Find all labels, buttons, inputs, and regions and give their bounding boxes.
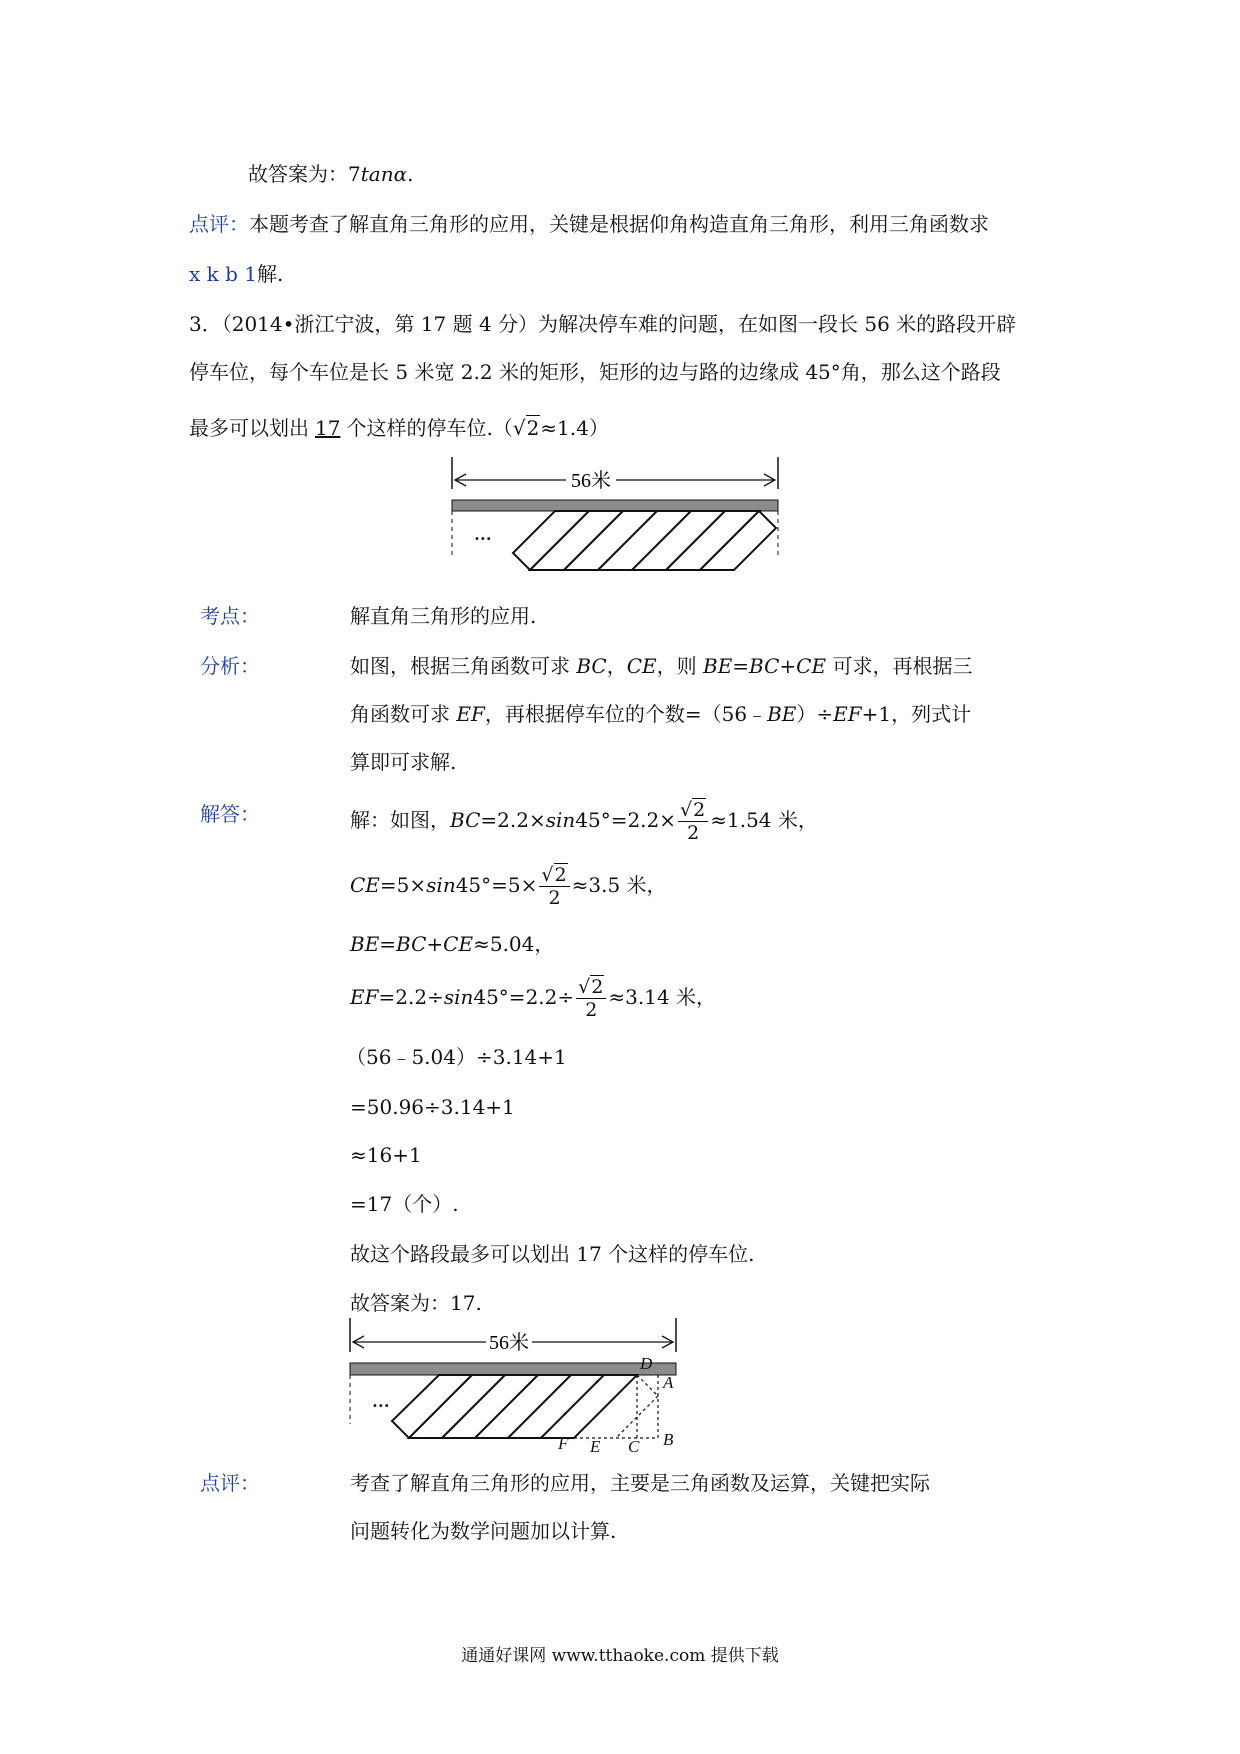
var-ce: CE — [350, 873, 380, 897]
solution-answer: 故答案为：17. — [350, 1291, 482, 1315]
fenxi-comma: ， — [606, 654, 627, 678]
fraction-denominator: 2 — [548, 887, 561, 909]
solution-text: ≈1.54 米， — [710, 808, 818, 832]
solution-text: =2.2÷ — [378, 985, 444, 1009]
fraction-denominator: 2 — [585, 999, 598, 1021]
review-1-line-2 — [189, 260, 283, 288]
fraction-sqrt2-over-2: $\frac{√2}{2}$ — [539, 864, 569, 909]
solution-row-5: （56﹣5.04）÷3.14+1 — [346, 1045, 567, 1069]
fraction-sqrt2-over-2: $\frac{√2}{2}$ — [576, 976, 606, 1021]
label-d: D — [640, 1354, 653, 1373]
solution-text: 45°=5× — [455, 873, 538, 897]
fenxi-text: ，再根据停车位的个数=（56﹣ — [484, 702, 768, 726]
review-2-line-1: 考查了解直角三角形的应用，主要是三角函数及运算，关键把实际 — [350, 1471, 930, 1495]
road-strip — [350, 1363, 676, 1375]
solution-row-2 — [350, 860, 667, 910]
approx-value: ≈1.4） — [540, 416, 609, 440]
label-a: A — [663, 1373, 674, 1392]
solution-text: 45°=2.2÷ — [473, 985, 575, 1009]
var-ef: EF — [833, 702, 862, 726]
footer-text: 通通好课网 www.tthaoke.com 提供下载 — [461, 1646, 779, 1666]
parking-figure-1 — [448, 457, 784, 592]
review-1-label: 点评： — [189, 212, 249, 236]
solution-text: ≈3.14 米， — [608, 985, 716, 1009]
solution-text: =2.2× — [480, 808, 546, 832]
fraction-numerator: 2 — [554, 864, 567, 886]
review-2-label: 点评： — [200, 1471, 260, 1495]
parking-figure-2 — [346, 1318, 704, 1453]
var-be: BE — [767, 702, 797, 726]
var-bc: BC — [450, 808, 481, 832]
solution-row-3 — [350, 930, 554, 958]
solution-conclusion: 故这个路段最多可以划出 17 个这样的停车位. — [350, 1242, 755, 1266]
sqrt-two: √2 — [512, 416, 540, 440]
fenxi-text: 角函数可求 — [350, 702, 457, 726]
review-1-line-1 — [189, 210, 989, 238]
road-length-label: 56米 — [571, 470, 611, 492]
solution-row-4 — [350, 972, 716, 1022]
label-e: E — [590, 1437, 601, 1453]
fenxi-text: +1，列式计 — [861, 702, 972, 726]
fraction-numerator: 2 — [693, 799, 706, 821]
kaodian-label: 考点： — [200, 604, 260, 628]
solution-row-1 — [350, 795, 818, 845]
sin-function: sin — [426, 873, 456, 897]
solution-row-8: =17（个）. — [350, 1192, 459, 1216]
jieda-label: 解答： — [200, 802, 260, 826]
review-2-line-2: 问题转化为数学问题加以计算. — [350, 1519, 617, 1543]
solution-text: ≈5.04， — [473, 932, 555, 956]
problem-line-3-mid: 个这样的停车位.（ — [346, 416, 513, 440]
review-1-text: 本题考查了解直角三角形的应用，关键是根据仰角构造直角三角形，利用三角函数求 — [249, 212, 989, 236]
problem-line-1: 3．（2014•浙江宁波，第 17 题 4 分）为解决停车难的问题，在如图一段长 56 米的路段开辟 — [189, 312, 1017, 336]
fraction-sqrt2-over-2: $\frac{√2}{2}$ — [678, 799, 708, 844]
label-b: B — [663, 1430, 674, 1449]
watermark-text: x k b 1 — [189, 262, 257, 286]
solution-text: =5× — [379, 873, 427, 897]
fenxi-line-1 — [350, 652, 972, 680]
sin-function: sin — [545, 808, 576, 832]
fenxi-text: 可求，再根据三 — [826, 654, 973, 678]
fraction-denominator: 2 — [687, 822, 700, 844]
road-strip — [452, 500, 778, 511]
problem-line-3-start: 最多可以划出 — [189, 416, 309, 440]
solution-row-7: ≈16+1 — [350, 1143, 422, 1167]
solution-row-6: =50.96÷3.14+1 — [350, 1095, 515, 1119]
answer-line — [248, 160, 413, 188]
var-ef: EF — [350, 985, 379, 1009]
road-length-label: 56米 — [489, 1332, 529, 1354]
solution-text: 解：如图， — [350, 808, 450, 832]
fenxi-text: ，则 — [656, 654, 703, 678]
kaodian-text: 解直角三角形的应用. — [350, 604, 537, 628]
fenxi-text: ）÷ — [796, 702, 834, 726]
solution-text: ≈3.5 米， — [571, 873, 667, 897]
label-f: F — [558, 1434, 569, 1453]
answer-expression: tanα — [360, 162, 408, 186]
var-ef: EF — [456, 702, 485, 726]
var-bc: BC — [576, 654, 607, 678]
equation-be: BE=BC+CE — [703, 654, 827, 678]
problem-line-3 — [189, 414, 609, 442]
fenxi-text: 如图，根据三角函数可求 — [350, 654, 577, 678]
review-1-text-end: 解. — [257, 262, 284, 286]
var-ce: CE — [626, 654, 657, 678]
sin-function: sin — [443, 985, 474, 1009]
ellipsis: ••• — [372, 1401, 390, 1412]
fenxi-label: 分析： — [200, 654, 260, 678]
answer-period: . — [407, 162, 414, 186]
label-c: C — [628, 1437, 640, 1453]
fraction-numerator: 2 — [591, 976, 604, 998]
equation-be: BE=BC+CE — [350, 932, 474, 956]
sqrt-radicand: 2 — [526, 416, 540, 440]
ellipsis: ••• — [474, 534, 492, 545]
solution-text: 45°=2.2× — [575, 808, 677, 832]
fenxi-line-3: 算即可求解. — [350, 750, 457, 774]
answer-blank: 17 — [315, 416, 341, 440]
answer-prefix: 故答案为：7 — [248, 162, 361, 186]
fenxi-line-2 — [350, 700, 971, 728]
problem-line-2: 停车位，每个车位是长 5 米宽 2.2 米的矩形，矩形的边与路的边缘成 45°角，那么这个路段 — [189, 360, 1001, 384]
